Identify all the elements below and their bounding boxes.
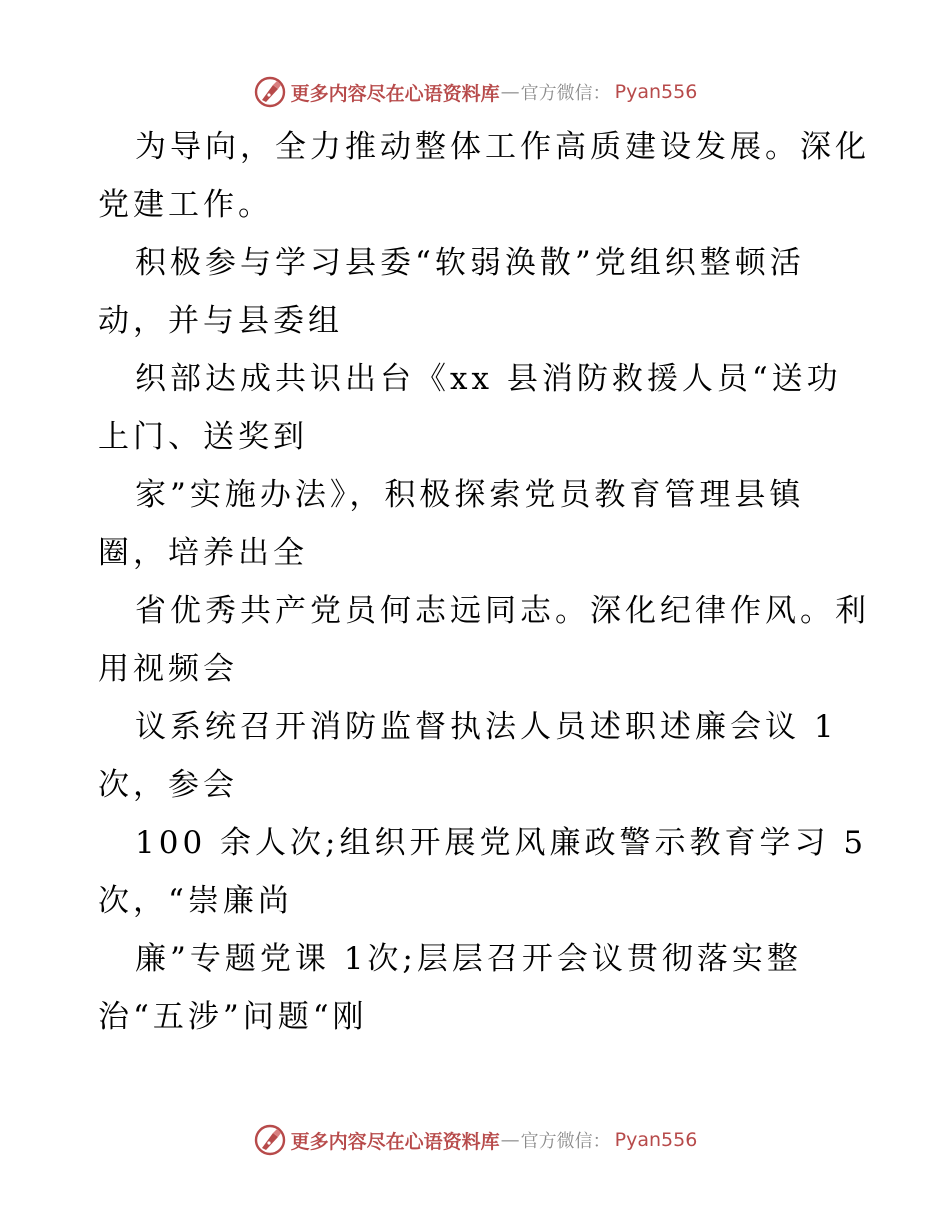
text-line: 积极参与学习县委“软弱涣散”党组织整顿活 (135, 245, 805, 281)
header-watermark (0, 70, 950, 114)
separator: — (500, 1129, 520, 1151)
text-line: 织部达成共识出台《xx 县消防救援人员“送功 (135, 361, 842, 397)
wechat-id: Pyan556 (614, 81, 698, 103)
text-line: 次，参会 (98, 767, 238, 803)
document-body (98, 118, 870, 1046)
text-line: 党建工作。 (98, 187, 273, 223)
separator: — (500, 81, 520, 103)
text-line: 100 余人次;组织开展党风廉政警示教育学习 5 (135, 825, 868, 861)
wechat-id: Pyan556 (614, 1129, 698, 1151)
text-line: 家”实施办法》，积极探索党员教育管理县镇 (135, 477, 805, 513)
text-line: 次，“崇廉尚 (98, 883, 293, 919)
footer-watermark (0, 1118, 950, 1162)
text-line: 用视频会 (98, 651, 238, 687)
text-line: 廉”专题党课 1次;层层召开会议贯彻落实整 (135, 941, 802, 977)
site-name: 更多内容尽在心语资料库 (290, 1130, 500, 1153)
text-line: 圈，培养出全 (98, 535, 308, 571)
pen-nib-logo-icon (253, 1123, 287, 1157)
site-name: 更多内容尽在心语资料库 (290, 82, 500, 105)
text-line: 治“五涉”问题“刚 (98, 999, 368, 1035)
text-line: 上门、送奖到 (98, 419, 308, 455)
wechat-label: 官方微信： (520, 1131, 611, 1152)
text-line: 为导向，全力推动整体工作高质建设发展。深化 (135, 129, 870, 165)
text-line: 议系统召开消防监督执法人员述职述廉会议 1 (135, 709, 838, 745)
text-line: 省优秀共产党员何志远同志。深化纪律作风。利 (135, 593, 870, 629)
text-line: 动，并与县委组 (98, 303, 343, 339)
wechat-label: 官方微信： (520, 83, 611, 104)
pen-nib-logo-icon (253, 75, 287, 109)
